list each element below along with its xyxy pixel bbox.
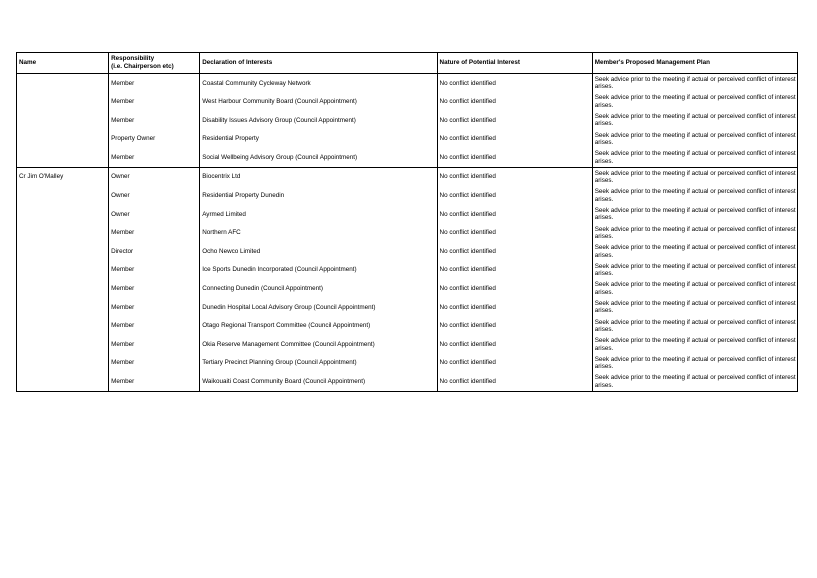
cell-declaration: Coastal Community Cycleway Network [200, 74, 437, 93]
cell-name [17, 335, 109, 354]
table-row [17, 205, 798, 224]
cell-responsibility: Member [109, 224, 200, 243]
cell-nature: No conflict identified [437, 74, 592, 93]
table-row [17, 111, 798, 130]
cell-management-plan: Seek advice prior to the meeting if actual or perceived conflict of interest arises. [592, 74, 797, 93]
cell-declaration: Waikouaiti Coast Community Board (Council Appointment) [200, 373, 437, 392]
cell-declaration: Ice Sports Dunedin Incorporated (Council Appointment) [200, 261, 437, 280]
table-header [17, 53, 798, 74]
cell-nature: No conflict identified [437, 298, 592, 317]
cell-nature: No conflict identified [437, 111, 592, 130]
table-row [17, 317, 798, 336]
cell-name [17, 148, 109, 167]
cell-name [17, 74, 109, 93]
cell-management-plan: Seek advice prior to the meeting if actual or perceived conflict of interest arises. [592, 205, 797, 224]
table-row [17, 224, 798, 243]
cell-nature: No conflict identified [437, 224, 592, 243]
cell-nature: No conflict identified [437, 335, 592, 354]
cell-responsibility: Member [109, 298, 200, 317]
cell-nature: No conflict identified [437, 280, 592, 299]
cell-nature: No conflict identified [437, 93, 592, 112]
cell-name [17, 93, 109, 112]
table-row [17, 242, 798, 261]
header-management-plan: Member's Proposed Management Plan [592, 53, 797, 74]
cell-management-plan: Seek advice prior to the meeting if actual or perceived conflict of interest arises. [592, 354, 797, 373]
header-row [17, 53, 798, 74]
cell-responsibility: Member [109, 354, 200, 373]
cell-responsibility: Member [109, 317, 200, 336]
table-row [17, 187, 798, 206]
cell-responsibility: Member [109, 373, 200, 392]
cell-name [17, 187, 109, 206]
header-responsibility [109, 53, 200, 74]
cell-responsibility: Property Owner [109, 130, 200, 149]
table-row [17, 354, 798, 373]
table-row [17, 148, 798, 167]
cell-nature: No conflict identified [437, 317, 592, 336]
cell-management-plan: Seek advice prior to the meeting if actual or perceived conflict of interest arises. [592, 224, 797, 243]
cell-responsibility: Member [109, 280, 200, 299]
cell-declaration: Connecting Dunedin (Council Appointment) [200, 280, 437, 299]
cell-declaration: West Harbour Community Board (Council Appointment) [200, 93, 437, 112]
cell-responsibility: Owner [109, 187, 200, 206]
cell-management-plan: Seek advice prior to the meeting if actual or perceived conflict of interest arises. [592, 261, 797, 280]
header-name: Name [17, 53, 109, 74]
cell-name [17, 224, 109, 243]
cell-declaration: Social Wellbeing Advisory Group (Council Appointment) [200, 148, 437, 167]
cell-management-plan: Seek advice prior to the meeting if actual or perceived conflict of interest arises. [592, 111, 797, 130]
cell-name [17, 373, 109, 392]
cell-nature: No conflict identified [437, 354, 592, 373]
cell-name [17, 354, 109, 373]
table-row [17, 167, 798, 186]
table-row [17, 298, 798, 317]
cell-management-plan: Seek advice prior to the meeting if actual or perceived conflict of interest arises. [592, 130, 797, 149]
cell-declaration: Northern AFC [200, 224, 437, 243]
table-row [17, 373, 798, 392]
table-row [17, 93, 798, 112]
cell-name [17, 261, 109, 280]
cell-nature: No conflict identified [437, 167, 592, 186]
cell-management-plan: Seek advice prior to the meeting if actual or perceived conflict of interest arises. [592, 93, 797, 112]
cell-declaration: Tertiary Precinct Planning Group (Council Appointment) [200, 354, 437, 373]
cell-nature: No conflict identified [437, 373, 592, 392]
cell-declaration: Ayrmed Limited [200, 205, 437, 224]
table-row [17, 261, 798, 280]
cell-name: Cr Jim O'Malley [17, 167, 109, 186]
cell-name [17, 130, 109, 149]
cell-nature: No conflict identified [437, 205, 592, 224]
cell-management-plan: Seek advice prior to the meeting if actual or perceived conflict of interest arises. [592, 280, 797, 299]
cell-declaration: Residential Property Dunedin [200, 187, 437, 206]
table-row [17, 130, 798, 149]
cell-declaration: Dunedin Hospital Local Advisory Group (Council Appointment) [200, 298, 437, 317]
cell-declaration: Ocho Newco Limited [200, 242, 437, 261]
cell-name [17, 317, 109, 336]
cell-name [17, 298, 109, 317]
cell-responsibility: Member [109, 74, 200, 93]
table-row [17, 74, 798, 93]
cell-declaration: Residential Property [200, 130, 437, 149]
cell-management-plan: Seek advice prior to the meeting if actual or perceived conflict of interest arises. [592, 298, 797, 317]
header-responsibility-label: Responsibility (i.e. Chairperson etc) [111, 55, 174, 70]
cell-management-plan: Seek advice prior to the meeting if actual or perceived conflict of interest arises. [592, 373, 797, 392]
cell-declaration: Biocentrix Ltd [200, 167, 437, 186]
cell-responsibility: Member [109, 261, 200, 280]
header-nature: Nature of Potential Interest [437, 53, 592, 74]
cell-responsibility: Member [109, 335, 200, 354]
table-row [17, 335, 798, 354]
header-declaration: Declaration of Interests [200, 53, 437, 74]
cell-responsibility: Member [109, 148, 200, 167]
interests-register-table [16, 52, 798, 392]
cell-nature: No conflict identified [437, 148, 592, 167]
cell-declaration: Okia Reserve Management Committee (Council Appointment) [200, 335, 437, 354]
cell-name [17, 242, 109, 261]
cell-responsibility: Member [109, 111, 200, 130]
cell-management-plan: Seek advice prior to the meeting if actual or perceived conflict of interest arises. [592, 187, 797, 206]
cell-name [17, 111, 109, 130]
cell-management-plan: Seek advice prior to the meeting if actual or perceived conflict of interest arises. [592, 242, 797, 261]
cell-nature: No conflict identified [437, 187, 592, 206]
cell-nature: No conflict identified [437, 242, 592, 261]
cell-declaration: Disability Issues Advisory Group (Council Appointment) [200, 111, 437, 130]
cell-management-plan: Seek advice prior to the meeting if actual or perceived conflict of interest arises. [592, 167, 797, 186]
cell-nature: No conflict identified [437, 261, 592, 280]
cell-name [17, 205, 109, 224]
cell-responsibility: Owner [109, 167, 200, 186]
cell-management-plan: Seek advice prior to the meeting if actual or perceived conflict of interest arises. [592, 335, 797, 354]
table-body [17, 74, 798, 392]
cell-name [17, 280, 109, 299]
table-row [17, 280, 798, 299]
cell-management-plan: Seek advice prior to the meeting if actual or perceived conflict of interest arises. [592, 148, 797, 167]
cell-declaration: Otago Regional Transport Committee (Council Appointment) [200, 317, 437, 336]
cell-nature: No conflict identified [437, 130, 592, 149]
cell-responsibility: Owner [109, 205, 200, 224]
cell-responsibility: Member [109, 93, 200, 112]
cell-responsibility: Director [109, 242, 200, 261]
cell-management-plan: Seek advice prior to the meeting if actual or perceived conflict of interest arises. [592, 317, 797, 336]
